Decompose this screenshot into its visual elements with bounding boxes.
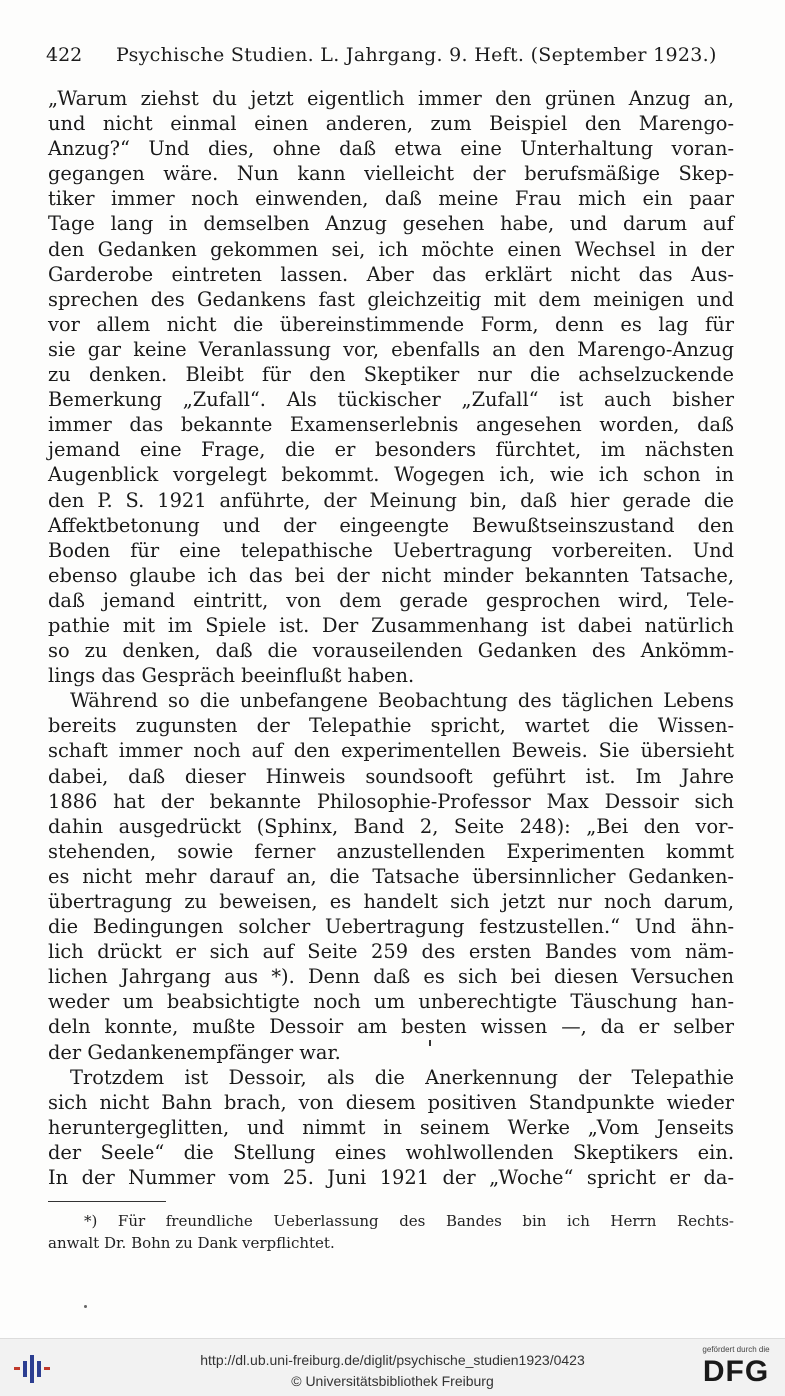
text-line: sprechen des Gedankens fast gleichzeitig mit dem meinigen und (48, 287, 734, 311)
text-line: lichen Jahrgang aus *). Denn daß es sich bei diesen Versuchen (48, 965, 734, 989)
text-line: ebenso glaube ich das bei der nicht minder bekannten Tatsache, (48, 563, 734, 587)
text-line: deln konnte, mußte Dessoir am besten wissen —, da er selber (48, 1015, 734, 1039)
text-line: Tage lang in demselben Anzug gesehen habe, und darum auf (48, 212, 734, 236)
text-line: Während so die unbefangene Beobachtung des täglichen Lebens (70, 689, 734, 713)
dfg-tagline: gefördert durch die (702, 1345, 770, 1354)
running-header (46, 44, 736, 74)
text-line: Garderobe eintreten lassen. Aber das erklärt nicht das Aus- (48, 262, 734, 286)
text-line: gegangen wäre. Nun kann vielleicht der berufsmäßige Skep- (48, 162, 734, 186)
text-line: übertragung zu beweisen, es handelt sich jetzt nur noch darum, (48, 890, 734, 913)
text-line: In der Nummer vom 25. Juni 1921 der „Woche“ spricht er da- (48, 1166, 734, 1190)
university-library-logo-icon (12, 1347, 54, 1389)
text-line: Bemerkung „Zufall“. Als tückischer „Zufall“ ist auch bisher (48, 388, 734, 412)
footnote-rule (48, 1201, 166, 1202)
footnote-line: *) Für freundliche Ueberlassung des Bandes bin ich Herrn Rechts- (84, 1212, 734, 1230)
text-line: Trotzdem ist Dessoir, als die Anerkennung der Telepathie (70, 1065, 734, 1089)
text-line: Boden für eine telepathische Uebertragung vorbereiten. Und (48, 538, 734, 562)
text-line: stehenden, sowie ferner anzustellenden Experimenten kommt (48, 839, 734, 863)
text-line: dahin ausgedrückt (Sphinx, Band 2, Seite 248): „Bei den vor- (48, 814, 734, 838)
text-line: sich nicht Bahn brach, von diesem positiven Standpunkte wieder (48, 1090, 734, 1114)
text-line: weder um beabsichtigte noch um unberechtigte Täuschung han- (48, 990, 734, 1014)
dfg-logo (693, 1345, 779, 1393)
stray-mark (429, 1040, 431, 1046)
text-line: vor allem nicht die übereinstimmende Form, denn es lag für (48, 312, 734, 336)
text-line: lich drückt er sich auf Seite 259 des ersten Bandes vom näm- (48, 940, 734, 964)
text-line: und nicht einmal einen anderen, zum Beispiel den Marengo- (48, 112, 734, 136)
text-line: Augenblick vorgelegt bekommt. Wogegen ich, wie ich schon in (48, 463, 734, 487)
stray-dot (84, 1305, 87, 1308)
text-line: immer das bekannte Examenserlebnis angesehen worden, daß (48, 413, 734, 437)
text-line: heruntergeglitten, und nimmt in seinem Werke „Vom Jenseits (48, 1115, 734, 1139)
text-line: der Seele“ die Stellung eines wohlwollenden Skeptikers ein. (48, 1140, 734, 1164)
footnote (48, 1210, 734, 1254)
text-line: sie gar keine Veranlassung vor, ebenfalls an den Marengo-Anzug (48, 337, 734, 361)
text-line: 1886 hat der bekannte Philosophie-Professor Max Dessoir sich (48, 789, 734, 813)
text-line: den Gedanken gekommen sei, ich möchte einen Wechsel in der (48, 237, 734, 261)
text-line: so zu denken, daß die vorauseilenden Gedanken des Ankömm- (48, 639, 734, 663)
source-url-link[interactable]: http://dl.ub.uni-freiburg.de/diglit/psychische_studien1923/0423 (200, 1352, 585, 1368)
text-line: daß jemand eintritt, von dem gerade gesprochen wird, Tele- (48, 588, 734, 612)
text-line: dabei, daß dieser Hinweis soundsooft geführt ist. Im Jahre (48, 764, 734, 788)
text-line: lings das Gespräch beeinflußt haben. (48, 664, 415, 688)
copyright-notice: © Universitätsbibliothek Freiburg (291, 1373, 494, 1389)
page-number: 422 (46, 44, 83, 66)
text-line: es nicht mehr darauf an, die Tatsache übersinnlicher Gedanken- (48, 864, 734, 888)
text-line: pathie mit im Spiele ist. Der Zusammenhang ist dabei natürlich (48, 613, 734, 637)
text-line: tiker immer noch einwenden, daß meine Frau mich ein paar (48, 187, 734, 211)
text-line: jemand eine Frage, die er besonders fürchtet, im nächsten (48, 438, 734, 462)
text-line: „Warum ziehst du jetzt eigentlich immer den grünen Anzug an, (48, 87, 734, 110)
body-text (48, 86, 734, 1190)
text-line: bereits zugunsten der Telepathie spricht, wartet die Wissen- (48, 714, 734, 738)
text-line: die Bedingungen solcher Uebertragung festzustellen.“ Und ähn- (48, 915, 734, 939)
text-line: der Gedankenempfänger war. (48, 1040, 341, 1064)
text-line: Affektbetonung und der eingeengte Bewußtseinszustand den (48, 513, 734, 537)
text-line: schaft immer noch auf den experimentellen Beweis. Sie übersieht (48, 739, 734, 763)
journal-title: Psychische Studien. L. Jahrgang. 9. Heft. (September 1923.) (116, 44, 717, 66)
dfg-logo-text: DFG (702, 1355, 770, 1388)
text-line: den P. S. 1921 anführte, der Meinung bin, daß hier gerade die (48, 488, 734, 512)
footnote-line: anwalt Dr. Bohn zu Dank verpflichtet. (48, 1234, 335, 1252)
text-line: zu denken. Bleibt für den Skeptiker nur die achselzuckende (48, 363, 734, 387)
viewer-footer (0, 1338, 785, 1396)
text-line: Anzug?“ Und dies, ohne daß etwa eine Unterhaltung voran- (48, 137, 734, 161)
